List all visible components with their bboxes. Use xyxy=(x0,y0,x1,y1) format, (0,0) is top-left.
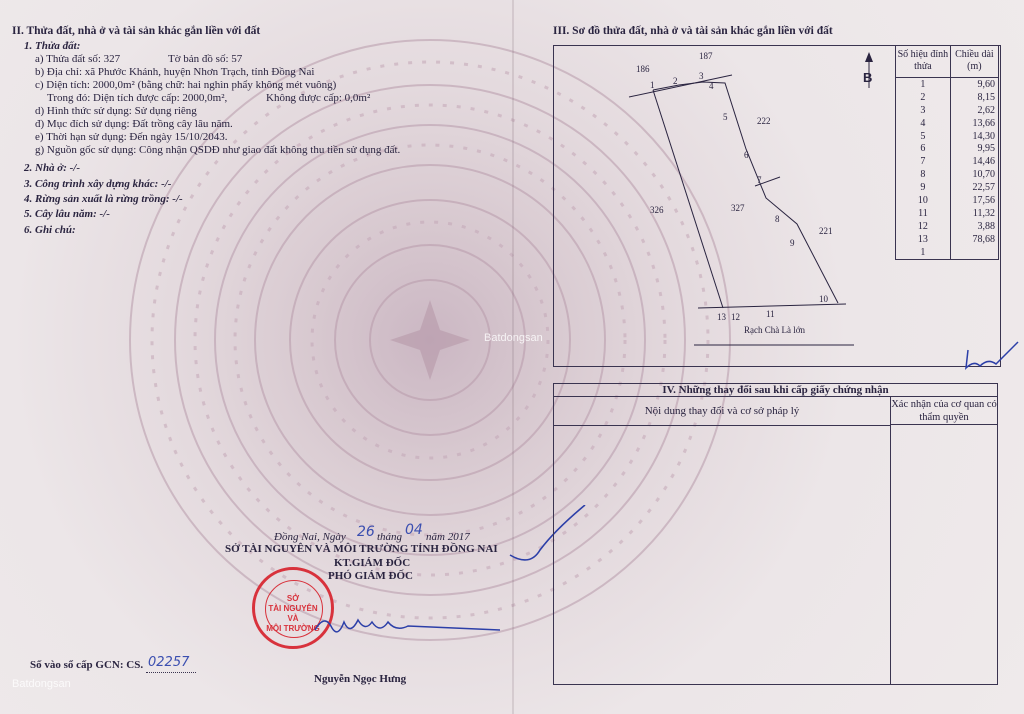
vertex-13: 13 xyxy=(717,312,726,322)
table-row: 4 13,66 xyxy=(896,117,999,130)
watermark-logo: Batdongsan xyxy=(12,678,71,690)
vertex-7: 7 xyxy=(757,175,762,185)
label-parcel-187: 187 xyxy=(699,51,713,61)
vertex-3: 3 xyxy=(699,71,704,81)
usage-origin: g) Nguồn gốc sử dụng: Công nhận QSDĐ như giao đất không thu tiền sử dụng đất. xyxy=(35,144,401,156)
section-iii-title: III. Sơ đồ thửa đất, nhà ở và tài sản khác gắn liền với đất xyxy=(553,25,833,37)
vertex-2: 2 xyxy=(673,76,678,86)
date-day: 26 xyxy=(357,524,375,540)
vertex-8: 8 xyxy=(775,214,780,224)
table-row: 13 78,68 xyxy=(896,233,999,246)
table-row: 8 10,70 xyxy=(896,168,999,181)
label-parcel-221: 221 xyxy=(819,226,833,236)
col-length-header: Chiều dài (m) xyxy=(950,45,998,78)
table-row: 1 xyxy=(896,246,999,260)
register-book-label: Số vào sổ cấp GCN: CS. xyxy=(30,659,144,671)
item-land-parcel: 1. Thửa đất: xyxy=(24,40,81,52)
label-river: Rạch Chà Là lớn xyxy=(744,325,805,335)
table-row: 1 9,60 xyxy=(896,78,999,91)
vertex-5: 5 xyxy=(723,112,728,122)
seal-text-2: TÀI NGUYÊN xyxy=(268,604,318,613)
item-production-forest: 4. Rừng sản xuất là rừng trồng: -/- xyxy=(24,193,183,205)
changes-divider xyxy=(890,425,891,684)
date-place: Đồng Nai, Ngày xyxy=(274,531,346,543)
vertex-11: 11 xyxy=(766,309,775,319)
register-book-number: 02257 xyxy=(148,655,190,670)
page-fold xyxy=(512,0,514,714)
north-arrow-icon xyxy=(863,52,873,88)
col-vertex-header: Số hiệu đỉnh thửa xyxy=(896,45,951,78)
table-row: 6 9,95 xyxy=(896,143,999,156)
label-parcel-186: 186 xyxy=(636,64,650,74)
usage-term: e) Thời hạn sử dụng: Đến ngày 15/10/2043. xyxy=(35,131,228,143)
usage-form: d) Hình thức sử dụng: Sử dụng riêng xyxy=(35,105,197,117)
item-other-construction: 3. Công trình xây dựng khác: -/- xyxy=(24,178,172,190)
section-ii-title: II. Thửa đất, nhà ở và tài sản khác gắn liền với đất xyxy=(12,25,261,37)
table-row: 9 22,57 xyxy=(896,181,999,194)
changes-col-content: Nội dung thay đổi và cơ sở pháp lý xyxy=(554,397,891,426)
table-row: 12 3,88 xyxy=(896,220,999,233)
signature xyxy=(310,608,510,648)
table-row: 10 17,56 xyxy=(896,194,999,207)
margin-initials xyxy=(960,340,1020,375)
label-parcel-327: 327 xyxy=(731,203,745,213)
table-row: 7 14,46 xyxy=(896,156,999,169)
table-row: 11 11,32 xyxy=(896,207,999,220)
vertex-6: 6 xyxy=(744,150,749,160)
vertex-1: 1 xyxy=(650,80,655,90)
table-row: 5 14,30 xyxy=(896,130,999,143)
seal-text-3: VÀ xyxy=(287,614,299,623)
seal-text-1: SỞ xyxy=(286,594,300,603)
book-number-dots xyxy=(146,672,196,673)
label-parcel-222: 222 xyxy=(757,116,771,126)
changes-title: IV. Những thay đổi sau khi cấp giấy chứng nhận xyxy=(554,384,997,397)
date-year: năm 2017 xyxy=(426,531,470,543)
date-month: 04 xyxy=(405,522,423,538)
deputy-director: PHÓ GIÁM ĐỐC xyxy=(328,570,413,582)
watermark-center: Batdongsan xyxy=(484,332,543,344)
area: c) Diện tích: 2000,0m² (bằng chữ: hai nghìn phẩy không mét vuông) xyxy=(35,79,337,91)
issuing-agency: SỞ TÀI NGUYÊN VÀ MÔI TRƯỜNG TỈNH ĐỒNG NAI xyxy=(225,543,498,555)
seal-text-4: MÔI TRƯỜNG xyxy=(266,624,320,633)
vertex-length-table xyxy=(895,45,999,260)
changes-col-confirmation: Xác nhận của cơ quan có thẩm quyền xyxy=(891,399,997,423)
vertex-10: 10 xyxy=(819,294,828,304)
on-behalf-director: KT.GIÁM ĐỐC xyxy=(334,557,411,569)
parcel-number: a) Thửa đất số: 327 xyxy=(35,53,121,65)
svg-text:B: B xyxy=(863,70,873,85)
signer-name: Nguyễn Ngọc Hưng xyxy=(314,673,407,685)
item-house: 2. Nhà ở: -/- xyxy=(24,162,81,174)
item-notes: 6. Ghi chú: xyxy=(24,224,76,236)
item-perennial-trees: 5. Cây lâu năm: -/- xyxy=(24,208,110,220)
table-row: 2 8,15 xyxy=(896,91,999,104)
address: b) Địa chỉ: xã Phước Khánh, huyện Nhơn Trạch, tỉnh Đồng Nai xyxy=(35,66,315,78)
not-granted-area: Không được cấp: 0,0m² xyxy=(266,92,371,104)
usage-purpose: đ) Mục đích sử dụng: Đất trồng cây lâu năm. xyxy=(35,118,233,130)
vertex-9: 9 xyxy=(790,238,795,248)
changes-table xyxy=(553,383,998,685)
vertex-4: 4 xyxy=(709,81,714,91)
map-sheet-number: Tờ bản đồ số: 57 xyxy=(168,53,243,65)
date-month-label: tháng xyxy=(377,531,403,543)
table-row: 3 2,62 xyxy=(896,104,999,117)
granted-area: Trong đó: Diện tích được cấp: 2000,0m², xyxy=(47,92,228,104)
label-parcel-326: 326 xyxy=(650,205,664,215)
vertex-12: 12 xyxy=(731,312,740,322)
